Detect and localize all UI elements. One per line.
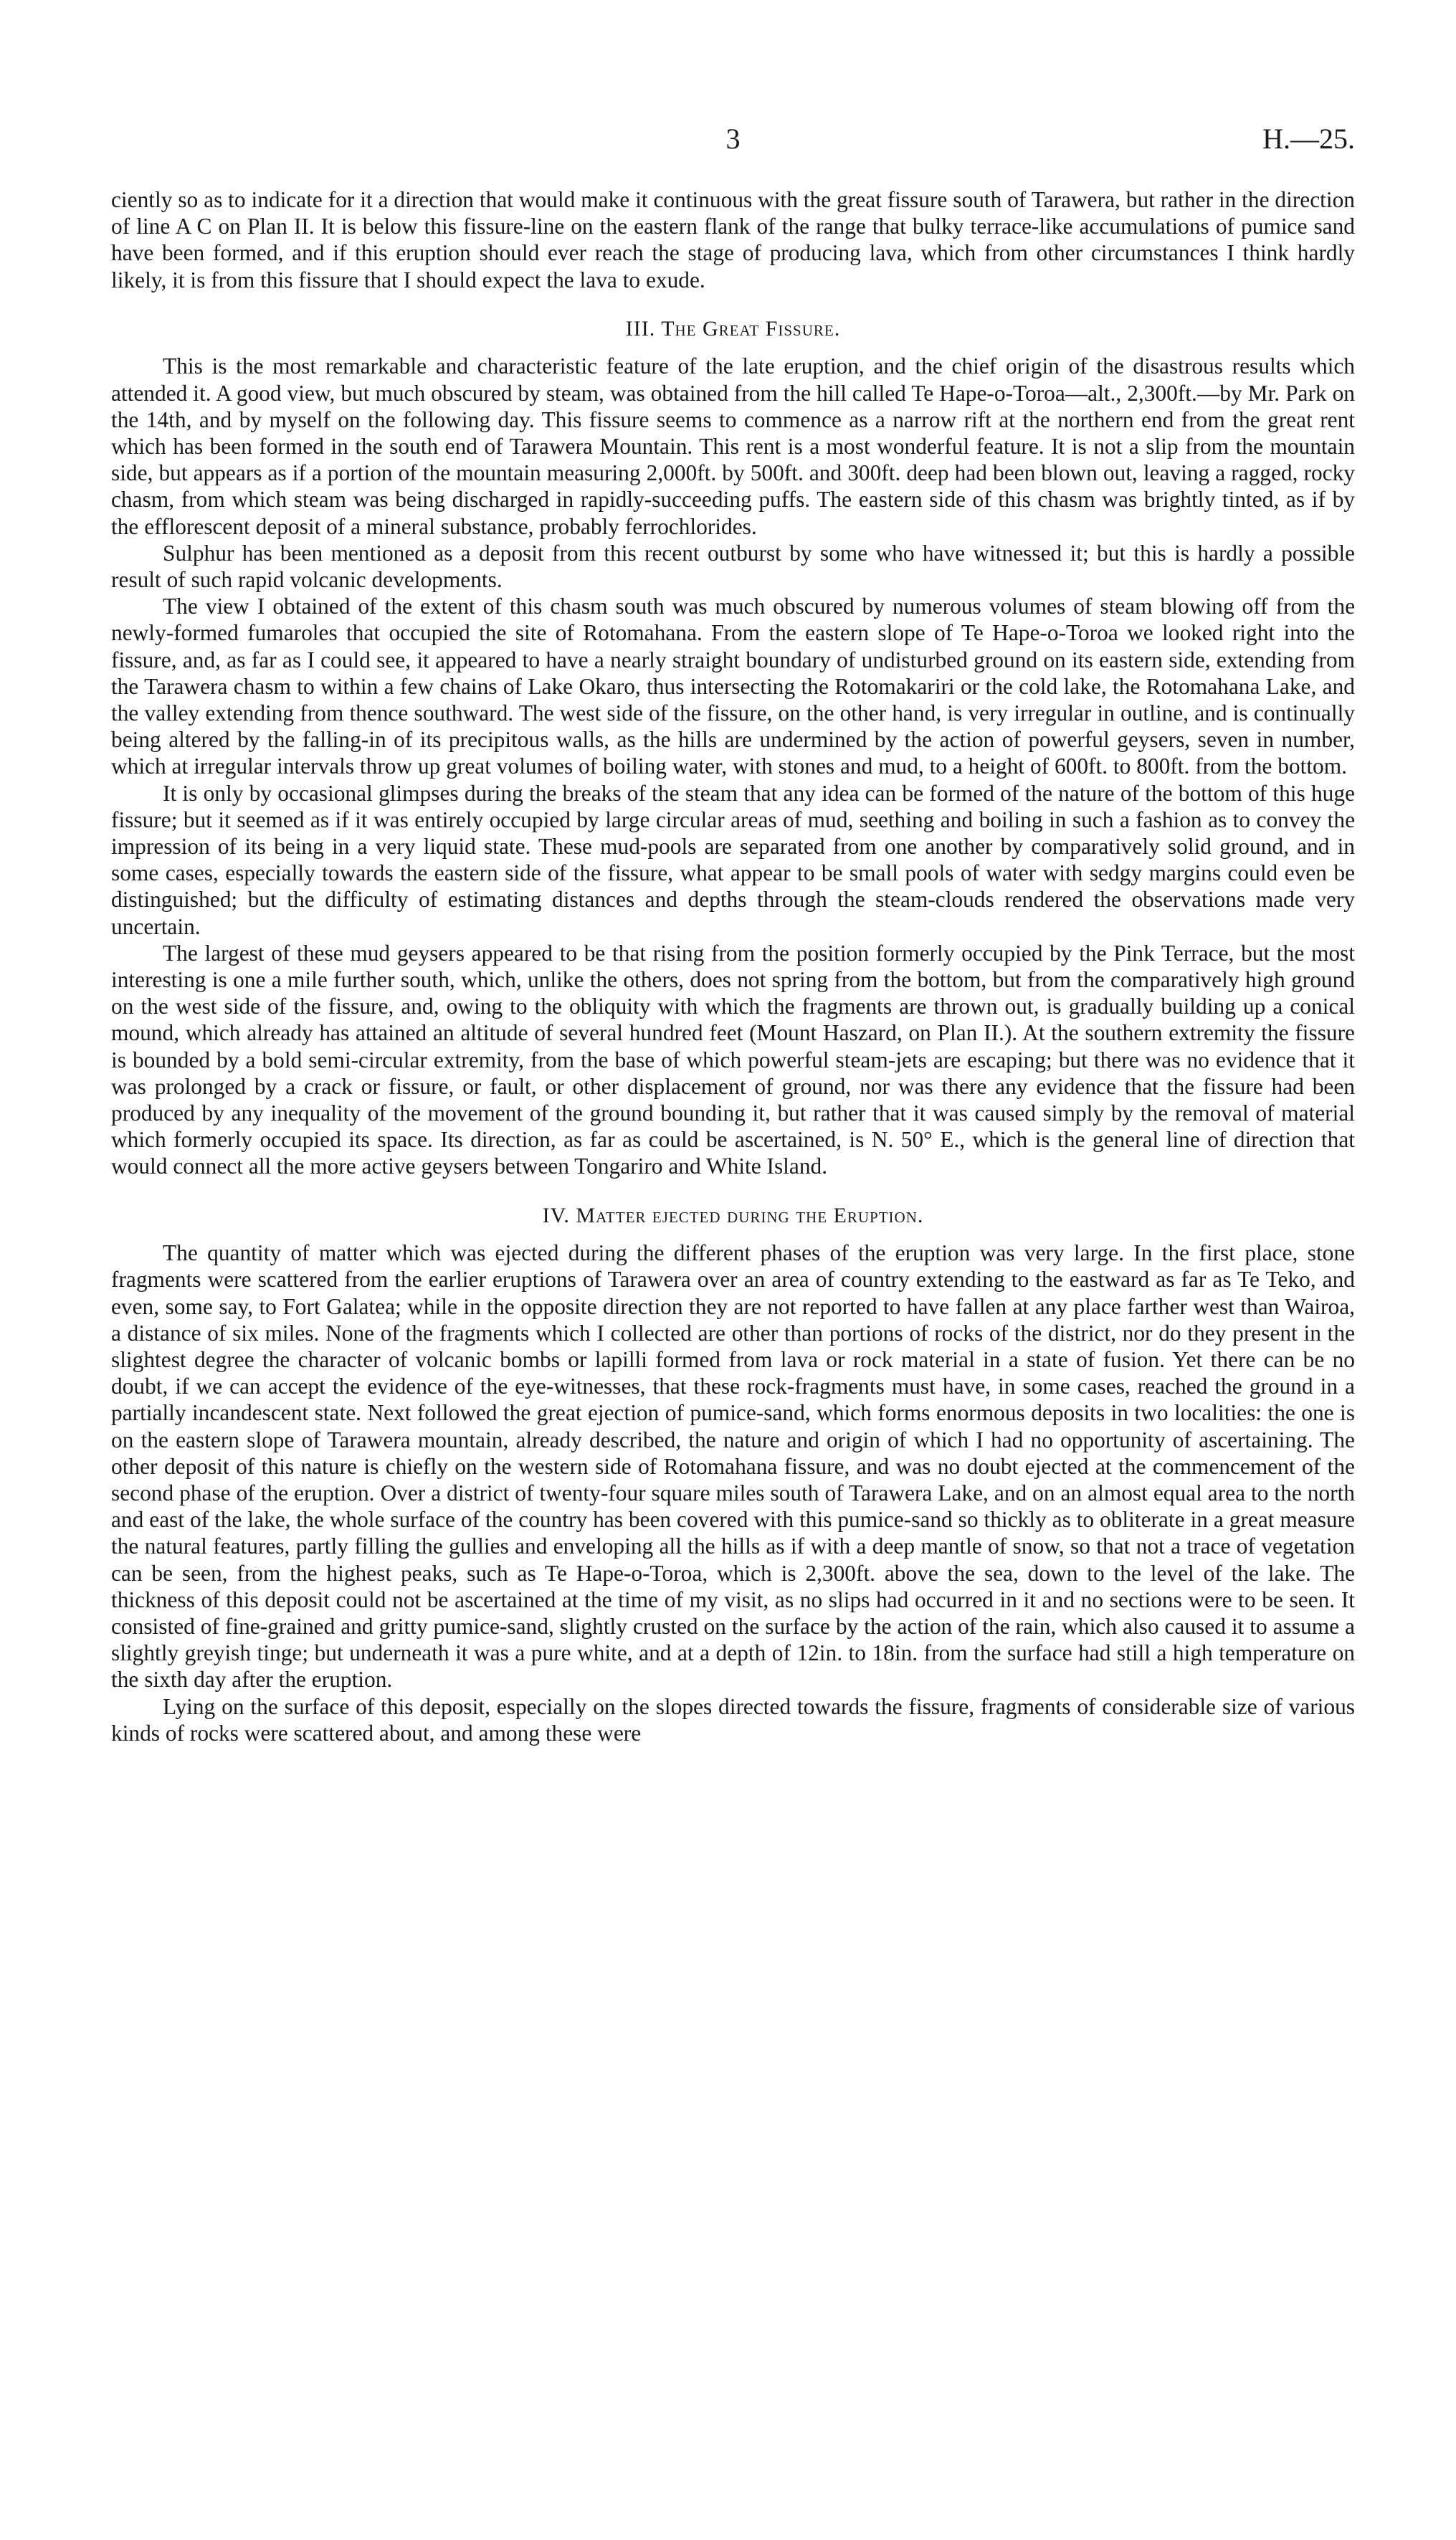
paragraph: This is the most remarkable and characteristic feature of the late eruption, and the chief origin of the disastrous results which attended it. A good view, but much obscured by steam, was obtained from the hill called Te Hape-o-Toroa—alt., 2,300ft.—by Mr. Park on the 14th, and by myself on the following day. This fissure seems to commence as a narrow rift at the northern end from the great rent which has been formed in the south end of Tarawera Mountain. This rent is a most wonderful feature. It is not a slip from the mountain side, but appears as if a portion of the mountain measuring 2,000ft. by 500ft. and 300ft. deep had been blown out, leaving a ragged, rocky chasm, from which steam was being discharged in rapidly-succeeding puffs. The eastern side of this chasm was brightly tinted, as if by the efflorescent deposit of a mineral substance, probably ferrochlorides. (111, 353, 1355, 539)
paragraph: Sulphur has been mentioned as a deposit from this recent outburst by some who have witnessed it; but this is hardly a possible result of such rapid volcanic developments. (111, 540, 1355, 592)
document-page (111, 122, 1355, 1746)
paragraph: ciently so as to indicate for it a direction that would make it continuous with the great fissure south of Tarawera, but rather in the direction of line A C on Plan II. It is below this fissure-line on the eastern flank of the range that bulky terrace-like accumulations of pumice sand have been formed, and if this eruption should ever reach the stage of producing lava, which from other circumstances I think hardly likely, it is from this fissure that I should expect the lava to exude. (111, 187, 1355, 292)
section-heading-iv: IV. Matter ejected during the Eruption. (542, 1203, 924, 1227)
document-reference: H.—25. (1262, 123, 1355, 155)
page-number: 3 (725, 123, 741, 155)
paragraph: The quantity of matter which was ejected during the different phases of the eruption was very large. In the first place, stone fragments were scattered from the earlier eruptions of Tarawera over an area of country extending to the eastward as far as Te Teko, and even, some say, to Fort Galatea; while in the opposite direction they are not reported to have fallen at any place farther west than Wairoa, a distance of six miles. None of the fragments which I collected are other than portions of rocks of the district, nor do they present in the slightest degree the character of volcanic bombs or lapilli formed from lava or rock material in a state of fusion. Yet there can be no doubt, if we can accept the evidence of the eye-witnesses, that these rock-fragments must have, in some cases, reached the ground in a partially incandescent state. Next followed the great ejection of pumice-sand, which forms enormous deposits in two localities: the one is on the eastern slope of Tarawera mountain, already described, the nature and origin of which I had no opportunity of ascertaining. The other deposit of this nature is chiefly on the western side of Rotomahana fissure, and was no doubt ejected at the commencement of the second phase of the eruption. Over a district of twenty-four square miles south of Tarawera Lake, and on an almost equal area to the north and east of the lake, the whole surface of the country has been covered with this pumice-sand so thickly as to obliterate in a great measure the natural features, partly filling the gullies and enveloping all the hills as if with a deep mantle of snow, so that not a trace of vegetation can be seen, from the highest peaks, such as Te Hape-o-Toroa, which is 2,300ft. above the sea, down to the level of the lake. The thickness of this deposit could not be ascertained at the time of my visit, as no slips had occurred in it and no sections were to be seen. It consisted of fine-grained and gritty pumice-sand, slightly crusted on the surface by the action of the rain, which also caused it to assume a slightly greyish tinge; but underneath it was a pure white, and at a depth of 12in. to 18in. from the surface had still a high temperature on the sixth day after the eruption. (111, 1240, 1355, 1693)
section-heading-iii: III. The Great Fissure. (625, 316, 841, 341)
paragraph: It is only by occasional glimpses during the breaks of the steam that any idea can be formed of the nature of the bottom of this huge fissure; but it seemed as if it was entirely occupied by large circular areas of mud, seething and boiling in such a fashion as to convey the impression of its being in a very liquid state. These mud-pools are separated from one another by comparatively solid ground, and in some cases, especially towards the eastern side of the fissure, what appear to be small pools of water with sedgy margins could even be distinguished; but the difficulty of estimating distances and depths through the steam-clouds rendered the observations made very uncertain. (111, 780, 1355, 939)
paragraph: The largest of these mud geysers appeared to be that rising from the position formerly occupied by the Pink Terrace, but the most interesting is one a mile further south, which, unlike the others, does not spring from the bottom, but from the comparatively high ground on the west side of the fissure, and, owing to the obliquity with which the fragments are thrown out, is gradually building up a conical mound, which already has attained an altitude of several hundred feet (Mount Haszard, on Plan II.). At the southern extremity the fissure is bounded by a bold semi-circular extremity, from the base of which powerful steam-jets are escaping; but there was no evidence that it was prolonged by a crack or fissure, or fault, or other displacement of ground, nor was there any evidence that the fissure had been produced by any inequality of the movement of the ground bounding it, but rather that it was caused simply by the removal of material which formerly occupied its space. Its direction, as far as could be ascertained, is N. 50° E., which is the general line of direction that would connect all the more active geysers between Tongariro and White Island. (111, 940, 1355, 1179)
paragraph: The view I obtained of the extent of this chasm south was much obscured by numerous volumes of steam blowing off from the newly-formed fumaroles that occupied the site of Rotomahana. From the eastern slope of Te Hape-o-Toroa we looked right into the fissure, and, as far as I could see, it appeared to have a nearly straight boundary of undisturbed ground on its eastern side, extending from the Tarawera chasm to within a few chains of Lake Okaro, thus intersecting the Rotomakariri or the cold lake, the Rotomahana Lake, and the valley extending from thence southward. The west side of the fissure, on the other hand, is very irregular in outline, and is continually being altered by the falling-in of its precipitous walls, as the hills are undermined by the action of powerful geysers, seven in number, which at irregular intervals throw up great volumes of boiling water, with stones and mud, to a height of 600ft. to 800ft. from the bottom. (111, 594, 1355, 779)
paragraph: Lying on the surface of this deposit, especially on the slopes directed towards the fissure, fragments of considerable size of various kinds of rocks were scattered about, and among these were (111, 1693, 1355, 1746)
body-text (111, 186, 1355, 1746)
page-header (111, 122, 1355, 172)
